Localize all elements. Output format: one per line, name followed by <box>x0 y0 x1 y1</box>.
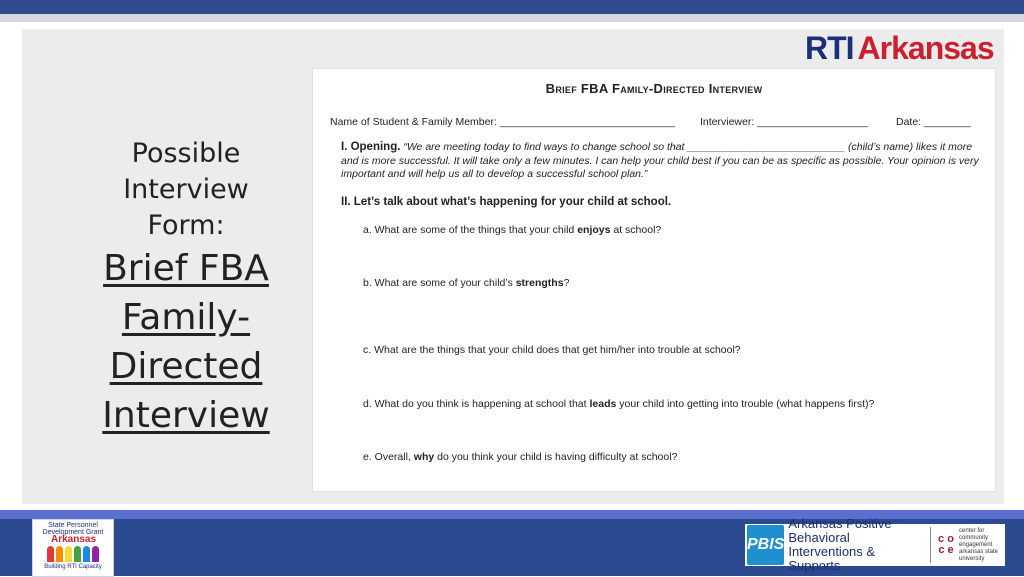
top-bar <box>0 0 1024 14</box>
opening-text: “We are meeting today to find ways to change school so that ___________________________ (child’s name) likes it more and is more successful. It will take only a few minutes. I can help your child best if you can be as specific as possible. Your opinion is very important and will help us all to develop a successful school plan.” <box>341 141 979 180</box>
title-line: Form: <box>147 210 225 241</box>
title-line: Interview <box>123 174 249 205</box>
cce-icon: c o c e <box>938 533 954 556</box>
grant-logo-state: Arkansas <box>51 534 97 545</box>
name-field-label: Name of Student & Family Member: ______________________________ <box>330 116 675 128</box>
arkansas-logo-text: Arkansas <box>857 29 994 66</box>
pbis-line1: Arkansas Positive Behavioral <box>788 516 892 545</box>
title-emphasis-line: Brief FBA <box>103 248 269 289</box>
pbis-line2: Interventions & Supports <box>788 544 876 573</box>
pbis-icon: PBIS <box>747 525 784 565</box>
question-item: a. What are some of the things that your child enjoys at school? <box>363 224 662 236</box>
rti-arkansas-logo <box>805 30 994 66</box>
top-bar-stripe <box>0 14 1024 22</box>
title-line: Possible <box>131 138 241 169</box>
question-item: d. What do you think is happening at school that leads your child into getting into trouble (what happens first)? <box>363 398 875 410</box>
date-field-label: Date: ________ <box>896 116 971 128</box>
section-two-heading: II. Let’s talk about what’s happening for your child at school. <box>341 196 672 208</box>
grant-logo-arc-text: State Personnel Development Grant <box>42 522 104 536</box>
question-item: e. Overall, why do you think your child is having difficulty at school? <box>363 451 678 463</box>
question-item: b. What are some of your child’s strengths? <box>363 277 570 289</box>
rti-logo-text: RTI <box>805 29 854 66</box>
pbis-logo <box>745 516 1005 573</box>
opening-heading: I. Opening. <box>341 141 401 153</box>
cce-logo-text: center for community engagement arkansas state university <box>959 527 999 562</box>
slide-title <box>86 136 286 440</box>
form-title: Brief FBA Family-Directed Interview <box>545 81 763 96</box>
question-item: c. What are the things that your child does that get him/her into trouble at school? <box>363 344 741 356</box>
title-emphasis-line: Directed <box>109 346 263 387</box>
title-emphasis-line: Interview <box>102 395 270 436</box>
title-emphasis-line: Family- <box>121 297 251 338</box>
cce-logo <box>930 527 1005 563</box>
spdg-logo <box>32 519 114 577</box>
interview-form-image <box>313 69 995 491</box>
pbis-logo-text <box>788 517 924 573</box>
people-icon <box>47 546 99 562</box>
opening-section <box>341 141 981 182</box>
grant-logo-subtitle: Building RTI Capacity <box>44 564 102 570</box>
interviewer-field-label: Interviewer: ___________________ <box>700 116 869 128</box>
